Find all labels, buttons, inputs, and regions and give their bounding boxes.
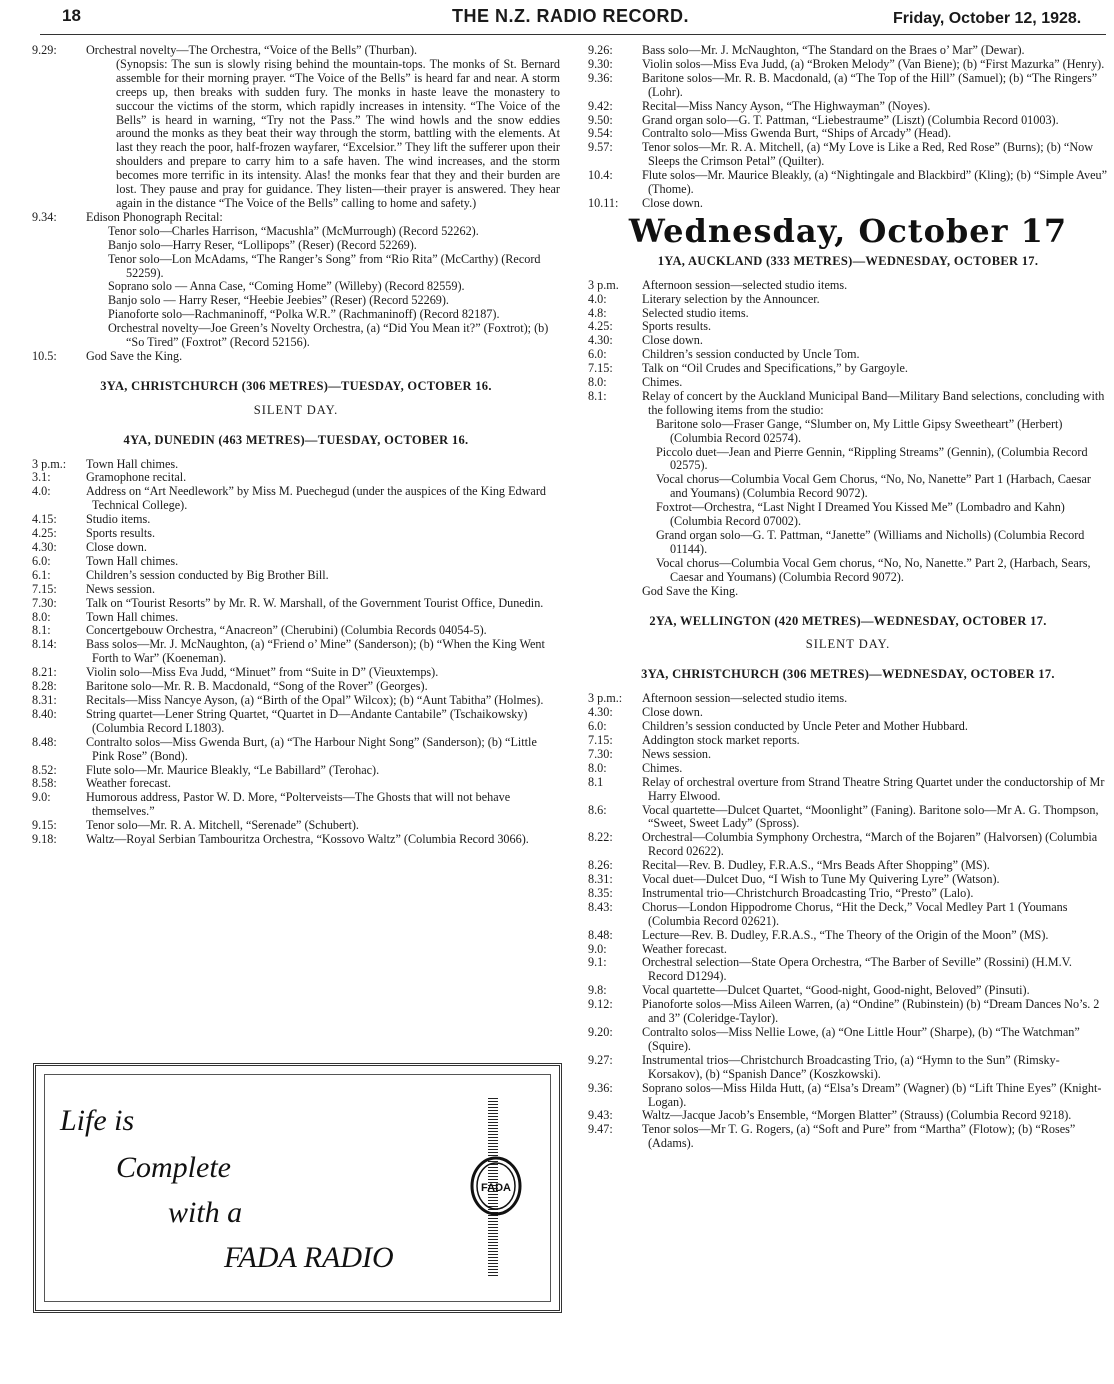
entry-text: Baritone solo—Mr. R. B. Macdonald, “Song of the Rover” (Georges). <box>86 679 428 694</box>
program-entry <box>32 611 560 625</box>
program-entry <box>588 72 1108 100</box>
entry-text: Humorous address, Pastor W. D. More, “Polterveists—The Ghosts that will not behave themselves.” <box>86 790 511 819</box>
entry-time: 8.0: <box>588 760 607 775</box>
entry-time: 8.26: <box>588 858 613 873</box>
program-entry <box>588 873 1108 887</box>
program-entry <box>32 777 560 791</box>
entry-time: 8.14: <box>32 637 57 652</box>
program-block-4ya-cont <box>588 44 1108 211</box>
entry-text: Gramophone recital. <box>86 470 187 485</box>
entry-text: Selected studio items. <box>642 305 749 320</box>
entry-text: Recitals—Miss Nancye Ayson, (a) “Birth of the Opal” Wilcox); (b) “Aunt Tabitha” (Holmes). <box>86 692 544 707</box>
entry-time: 6.0: <box>588 347 607 362</box>
entry-time: 8.22: <box>588 830 613 845</box>
program-entry <box>588 293 1108 307</box>
program-entry <box>32 569 560 583</box>
entry-text: Talk on “Tourist Resorts” by Mr. R. W. Marshall, of the Government Tourist Office, Dunedin. <box>86 595 544 610</box>
program-item: Tenor solo—Charles Harrison, “Macushla” (McMurrough) (Record 52262). <box>108 223 479 238</box>
program-entry <box>32 764 560 778</box>
entry-text: News session. <box>642 746 712 761</box>
entry-text: Waltz—Jacque Jacob’s Ensemble, “Morgen Blatter” (Strauss) (Columbia Record 9218). <box>642 1108 1072 1123</box>
entry-time: 8.28: <box>32 679 57 694</box>
entry-time: 9.42: <box>588 98 613 113</box>
entry-text: Tenor solos—Mr T. G. Rogers, (a) “Soft and Pure” from “Martha” (Flotow); (b) “Roses” (Adams). <box>642 1122 1076 1151</box>
program-entry <box>32 819 560 833</box>
entry-text: Contralto solos—Miss Gwenda Burt, (a) “The Harbour Night Song” (Sanderson); (b) “Little Pink Rose” (Bond). <box>86 734 537 763</box>
entry-text: Contralto solo—Miss Gwenda Burt, “Ships of Arcady” (Head). <box>642 126 952 141</box>
entry-text: Literary selection by the Announcer. <box>642 291 820 306</box>
program-entry <box>32 44 560 58</box>
program-entry <box>32 485 560 513</box>
entry-text: Violin solos—Miss Eva Judd, (a) “Broken Melody” (Van Biene); (b) “First Mazurka” (Henry). <box>642 56 1105 71</box>
entry-text: Tenor solo—Mr. R. A. Mitchell, “Serenade” (Schubert). <box>86 818 359 833</box>
program-item: Banjo solo—Harry Reser, “Lollipops” (Reser) (Record 52269). <box>108 237 417 252</box>
entry-time: 8.0: <box>32 609 51 624</box>
entry-text: Contralto solos—Miss Nellie Lowe, (a) “One Little Hour” (Sharpe), (b) “The Watchman” (Squire). <box>642 1025 1080 1053</box>
entry-text: Tenor solos—Mr. R. A. Mitchell, (a) “My Love is Like a Red, Red Rose” (Burns); (b) “Now Sleeps the Crimson Petal” (Quilter). <box>642 140 1094 169</box>
entry-text: Lecture—Rev. B. Dudley, F.R.A.S., “The Theory of the Origin of the Moon” (MS). <box>642 927 1049 942</box>
entry-time: 9.18: <box>32 832 57 847</box>
entry-text: Chimes. <box>642 375 683 390</box>
program-entry <box>588 169 1108 197</box>
ad-line-4: FADA RADIO <box>224 1241 394 1274</box>
header-rule <box>40 34 1106 35</box>
entry-text: Relay of orchestral overture from Strand Theatre String Quartet under the conductorship of Mr Harry Elwood. <box>642 774 1105 803</box>
entry-text: Close down. <box>642 195 703 210</box>
program-entry <box>588 44 1108 58</box>
entry-text: Recital—Rev. B. Dudley, F.R.A.S., “Mrs Beads After Shopping” (MS). <box>642 858 990 873</box>
program-entry <box>588 998 1108 1026</box>
entry-time: 8.35: <box>588 885 613 900</box>
publication-title: THE N.Z. RADIO RECORD. <box>452 6 690 26</box>
silent-day-label: SILENT DAY. <box>253 402 339 417</box>
program-entry <box>588 320 1108 334</box>
program-entry <box>588 984 1108 998</box>
entry-text: Close down. <box>642 333 703 348</box>
program-entry <box>588 706 1108 720</box>
entry-text: Flute solos—Mr. Maurice Bleakly, (a) “Nightingale and Blackbird” (Kling); (b) “Simple Aveu” (Thome). <box>642 168 1108 197</box>
program-block-2ya-tuesday-cont <box>32 44 560 58</box>
program-entry <box>588 1082 1108 1110</box>
entry-text: Children’s session conducted by Uncle Peter and Mother Hubbard. <box>642 719 968 734</box>
entry-text: Orchestral novelty—The Orchestra, “Voice of the Bells” (Thurban). <box>86 43 418 57</box>
entry-time: 4.30: <box>588 333 613 348</box>
entry-time: 9.47: <box>588 1122 613 1137</box>
entry-time: 9.54: <box>588 126 613 141</box>
entry-text: Sports results. <box>86 526 156 541</box>
entry-time: 8.6: <box>588 802 607 817</box>
entry-time: 8.58: <box>32 776 57 791</box>
entry-time: 7.30: <box>588 746 613 761</box>
program-entry <box>588 307 1108 321</box>
entry-text: News session. <box>86 581 156 596</box>
entry-text: Orchestral selection—State Opera Orchestra, “The Barber of Seville” (Rossini) (H.M.V. Record D1294). <box>642 955 1072 984</box>
program-entry <box>588 390 1108 418</box>
entry-text: Violin solo—Miss Eva Judd, “Minuet” from “Suite in D” (Vieuxtemps). <box>86 665 439 680</box>
page-number: 18 <box>62 6 81 25</box>
entry-time: 8.31: <box>32 692 57 707</box>
entry-text: Orchestral—Columbia Symphony Orchestra, “March of the Bojaren” (Halvorsen) (Columbia Record 02622). <box>642 830 1098 859</box>
program-entry <box>32 638 560 666</box>
entry-time: 9.57: <box>588 140 613 155</box>
program-entry <box>588 692 1108 706</box>
entry-text: Afternoon session—selected studio items. <box>642 277 848 292</box>
entry-time: 4.0: <box>588 291 607 306</box>
program-entry <box>588 748 1108 762</box>
program-entry <box>32 458 560 472</box>
program-entry <box>32 833 560 847</box>
program-entry <box>32 555 560 569</box>
program-entry <box>32 597 560 611</box>
entry-text: Weather forecast. <box>642 941 727 956</box>
program-item: Banjo solo — Harry Reser, “Heebie Jeebies” (Reser) (Record 52269). <box>108 293 449 308</box>
entry-time: 8.1: <box>32 623 51 638</box>
entry-text: Close down. <box>642 705 703 720</box>
entry-time: 9.12: <box>588 997 613 1012</box>
entry-text: Children’s session conducted by Big Brother Bill. <box>86 567 329 582</box>
entry-time: 9.27: <box>588 1052 613 1067</box>
entry-time: 9.26: <box>588 43 613 57</box>
program-entry <box>588 720 1108 734</box>
program-entry <box>588 376 1108 390</box>
program-entry <box>588 859 1108 873</box>
entry-text: Soprano solos—Miss Hilda Hutt, (a) “Elsa’s Dream” (Wagner) (b) “Lift Thine Eyes” (Knight-Logan). <box>642 1080 1102 1109</box>
program-entry <box>588 831 1108 859</box>
program-entry <box>588 943 1108 957</box>
entry-text: Recital—Miss Nancy Ayson, “The Highwayman” (Noyes). <box>642 98 931 113</box>
program-entry <box>588 197 1108 211</box>
program-entry <box>588 279 1108 293</box>
program-entry <box>32 471 560 485</box>
program-entry: God Save the King. <box>642 583 739 598</box>
entry-time: 6.1: <box>32 567 51 582</box>
program-item: Foxtrot—Orchestra, “Last Night I Dreamed You Kissed Me” (Lombadro and Kahn) (Columbia Record 07002). <box>656 500 1065 529</box>
program-entry <box>588 334 1108 348</box>
entry-time: 9.8: <box>588 983 607 998</box>
program-item: Piccolo duet—Jean and Pierre Gennin, “Rippling Streams” (Gennin), (Columbia Record 02575). <box>656 444 1088 473</box>
program-entry <box>588 762 1108 776</box>
station-heading-4ya-tuesday: 4YA, DUNEDIN (463 METRES)—TUESDAY, OCTOBER 16. <box>123 432 469 447</box>
entry-time: 9.29: <box>32 43 57 57</box>
entry-time: 10.4: <box>588 168 613 183</box>
entry-text: Town Hall chimes. <box>86 456 179 471</box>
entry-time: 8.48: <box>32 734 57 749</box>
program-entry <box>588 1123 1108 1151</box>
svg-text:FADA: FADA <box>481 1182 511 1194</box>
program-entry <box>32 791 560 819</box>
entry-time: 6.0: <box>588 719 607 734</box>
entry-text: Town Hall chimes. <box>86 609 179 624</box>
synopsis: (Synopsis: The sun is slowly rising behind the mountain-tops. The monks of St. Bernard assemble for their morning prayer. “The Voice of the Bells” is heard far and near. A storm creeps up, then breaks with sudden fury. The monks in haste leave the monastery to succour the victims of the storm, which rapidly increases in intensity. “The Voice of the Bells” is heard in warning, “Try not the Pass.” The wind howls and the snow eddies around the monks as they beat their way through the storm, battling with the elements. At last they reach the poor, half-frozen wayfarer, “Excelsior.” They lift the sufferer upon their shoulders and prepare to carry him to a safe haven. The wind increases, and the storm becomes more terrific in its intensity. Alas! the monks fear that they and their burden are lost. They pause and pray for guidance. They listen—their prayer is answered. They hear again in the distance “The Voice of the Bells” calling to home and safety.) <box>116 56 560 210</box>
day-heading: Wednesday, October 17 <box>628 211 1068 250</box>
entry-text: Weather forecast. <box>86 776 171 791</box>
entry-time: 9.1: <box>588 955 607 970</box>
entry-text: Addington stock market reports. <box>642 732 800 747</box>
program-entry <box>32 666 560 680</box>
program-entry <box>588 887 1108 901</box>
entry-time: 7.15: <box>588 361 613 376</box>
program-entry <box>32 708 560 736</box>
entry-text: Instrumental trio—Christchurch Broadcasting Trio, “Presto” (Lalo). <box>642 885 974 900</box>
entry-text: String quartet—Lener String Quartet, “Quartet in D—Andante Cantabile” (Tschaikowsky) (Columbia Record L1803). <box>86 706 528 735</box>
program-entry <box>588 58 1108 72</box>
program-item: Vocal chorus—Columbia Vocal Gem Chorus, “No, No, Nanette” Part 1 (Harbach, Caesar and Youmans) (Columbia Record 9072). <box>656 472 1091 501</box>
entry-text: Chorus—London Hippodrome Chorus, “Hit the Deck,” Vocal Medley Part 1 (Youmans (Columbia Record 02621). <box>642 899 1068 928</box>
entry-time: 9.20: <box>588 1025 613 1039</box>
right-column <box>588 44 1108 1151</box>
station-heading-1ya: 1YA, AUCKLAND (333 METRES)—WEDNESDAY, OCTOBER 17. <box>657 253 1039 268</box>
entry-time: 8.52: <box>32 762 57 777</box>
entry-time: 4.30: <box>588 705 613 720</box>
entry-time: 6.0: <box>32 553 51 568</box>
entry-text: Vocal duet—Dulcet Duo, “I Wish to Tune My Quivering Lyre” (Watson). <box>642 872 1000 887</box>
entry-time: 9.0: <box>588 941 607 956</box>
entry-text: Children’s session conducted by Uncle Tom. <box>642 347 860 362</box>
program-entry <box>588 1109 1108 1123</box>
program-entry <box>588 1026 1108 1054</box>
entry-time: 8.43: <box>588 899 613 914</box>
entry-time: 8.1: <box>588 388 607 403</box>
station-heading-2ya: 2YA, WELLINGTON (420 METRES)—WEDNESDAY, OCTOBER 17. <box>649 613 1047 628</box>
program-entry <box>32 583 560 597</box>
program-item: Orchestral novelty—Joe Green’s Novelty Orchestra, (a) “Did You Mean it?” (Foxtrot); (b) “So Tired” (Foxtrot” (Record 52156). <box>108 321 549 350</box>
program-entry <box>32 513 560 527</box>
studio-items <box>588 418 1108 585</box>
ad-line-1: Life is <box>60 1104 135 1137</box>
program-entry <box>588 100 1108 114</box>
program-entry: 10.5: God Save the King. <box>32 348 183 363</box>
entry-text: Relay of concert by the Auckland Municipal Band—Military Band selections, concluding with the following items from the studio: <box>642 388 1105 417</box>
program-entry <box>588 734 1108 748</box>
entry-time: 9.36: <box>588 1080 613 1095</box>
entry-time: 9.0: <box>32 790 51 805</box>
recital-items <box>32 225 560 350</box>
program-block-4ya <box>32 458 560 847</box>
program-entry <box>588 141 1108 169</box>
entry-time: 4.0: <box>32 484 51 499</box>
entry-time: 9.15: <box>32 818 57 833</box>
entry-time: 4.30: <box>32 540 57 554</box>
program-entry <box>588 776 1108 804</box>
entry-time: 8.0: <box>588 375 607 390</box>
entry-text: Waltz—Royal Serbian Tambouritza Orchestra, “Kossovo Waltz” (Columbia Record 3066). <box>86 832 529 847</box>
program-entry <box>588 127 1108 141</box>
entry-text: Talk on “Oil Crudes and Specifications,” by Gargoyle. <box>642 361 908 376</box>
fada-logo-icon <box>470 1156 522 1216</box>
entry-time: 8.1 <box>588 774 604 789</box>
entry-time: 8.48: <box>588 927 613 942</box>
entry-text: Town Hall chimes. <box>86 553 179 568</box>
program-entry: 9.34: Edison Phonograph Recital: <box>32 209 223 224</box>
entry-time: 10.11: <box>588 195 619 210</box>
ad-line-3: with a <box>168 1196 243 1229</box>
entry-text: Pianoforte solos—Miss Aileen Warren, (a) “Ondine” (Rubinstein) (b) “Dream Dances No’s. 2 and 3” (Coleridge-Taylor). <box>642 997 1100 1026</box>
entry-text: Chimes. <box>642 760 683 775</box>
entry-time: 3 p.m. <box>588 277 619 292</box>
program-item: Baritone solo—Fraser Gange, “Slumber on, My Little Gipsy Sweetheart” (Herbert) (Columbia Record 02574). <box>656 416 1063 445</box>
entry-time: 7.15: <box>588 732 613 747</box>
entry-time: 9.43: <box>588 1108 613 1123</box>
entry-text: Vocal quartette—Dulcet Quartet, “Good-night, Good-night, Beloved” (Pinsuti). <box>642 983 1030 998</box>
program-block-3ya <box>588 692 1108 1151</box>
entry-time: 8.40: <box>32 706 57 721</box>
entry-time: 9.50: <box>588 112 613 127</box>
program-item: Tenor solo—Lon McAdams, “The Ranger’s Song” from “Rio Rita” (McCarthy) (Record 52259). <box>108 251 541 280</box>
program-entry <box>588 956 1108 984</box>
entry-time: 4.25: <box>588 319 613 334</box>
entry-text: Baritone solos—Mr. R. B. Macdonald, (a) “The Top of the Hill” (Samuel); (b) “The Ringers” (Lohr). <box>642 70 1098 99</box>
program-item: Grand organ solo—G. T. Pattman, “Janette” (Williams and Nicholls) (Columbia Record 01144). <box>656 528 1085 556</box>
program-entry <box>32 694 560 708</box>
entry-time: 8.21: <box>32 665 57 680</box>
entry-time: 7.30: <box>32 595 57 610</box>
ad-line-2: Complete <box>116 1151 231 1184</box>
program-item: Vocal chorus—Columbia Vocal Gem chorus, “No, No, Nanette.” Part 2, (Harbach, Sears, Caesar and Youmans) (Columbia Record 9072). <box>656 555 1091 584</box>
program-entry <box>588 1054 1108 1082</box>
program-entry <box>588 804 1108 832</box>
entry-text: Studio items. <box>86 512 151 527</box>
program-item: Pianoforte solo—Rachmaninoff, “Polka W.R.” (Rachmaninoff) (Record 82187). <box>108 307 500 322</box>
entry-text: Vocal quartette—Dulcet Quartet, “Moonlight” (Faning). Baritone solo—Mr A. G. Thompson, “Sweet, Sweet Lady” (Spross). <box>642 802 1099 831</box>
program-entry <box>32 736 560 764</box>
entry-text: Address on “Art Needlework” by Miss M. Puechegud (under the auspices of the King Edward Technical College). <box>86 484 546 513</box>
program-entry <box>32 527 560 541</box>
station-heading-3ya-wednesday: 3YA, CHRISTCHURCH (306 METRES)—WEDNESDAY, OCTOBER 17. <box>641 667 1055 682</box>
program-entry <box>588 114 1108 128</box>
program-block-1ya <box>588 279 1108 418</box>
program-entry <box>588 929 1108 943</box>
entry-time: 9.30: <box>588 56 613 71</box>
entry-text: Bass solos—Mr. J. McNaughton, (a) “Friend o’ Mine” (Sanderson); (b) “When the King Went Forth to War” (Koeneman). <box>86 637 545 666</box>
entry-text: Instrumental trios—Christchurch Broadcasting Trio, (a) “Hymn to the Sun” (Rimsky-Korsakov), (b) “Spanish Dance” (Koszkowski). <box>642 1052 1060 1081</box>
program-entry <box>588 362 1108 376</box>
entry-time: 4.15: <box>32 512 57 527</box>
entry-text: Grand organ solo—G. T. Pattman, “Liebestraume” (Liszt) (Columbia Record 01003). <box>642 112 1059 127</box>
entry-time: 7.15: <box>32 581 57 596</box>
entry-time: 4.25: <box>32 526 57 541</box>
issue-date: Friday, October 12, 1928. <box>893 10 1082 27</box>
program-entry <box>32 541 560 555</box>
entry-time: 8.31: <box>588 872 613 887</box>
entry-time: 3 p.m.: <box>588 691 623 706</box>
program-entry <box>32 624 560 638</box>
entry-time: 3 p.m.: <box>32 456 67 471</box>
entry-text: Afternoon session—selected studio items. <box>642 691 848 706</box>
entry-time: 9.36: <box>588 70 613 85</box>
left-column <box>32 44 560 847</box>
ad-spacer <box>54 1096 58 1276</box>
page-header <box>0 0 1114 34</box>
program-entry <box>588 901 1108 929</box>
entry-text: Concertgebouw Orchestra, “Anacreon” (Cherubini) (Columbia Records 04054-5). <box>86 623 487 638</box>
entry-text: Bass solo—Mr. J. McNaughton, “The Standard on the Braes o’ Mar” (Dewar). <box>642 43 1025 57</box>
entry-text: Close down. <box>86 540 147 554</box>
entry-text: Sports results. <box>642 319 712 334</box>
program-item: Soprano solo — Anna Case, “Coming Home” (Willeby) (Record 82559). <box>108 279 465 294</box>
entry-text: Flute solo—Mr. Maurice Bleakly, “Le Babillard” (Terohac). <box>86 762 380 777</box>
station-heading-3ya-tuesday: 3YA, CHRISTCHURCH (306 METRES)—TUESDAY, OCTOBER 16. <box>100 378 492 393</box>
entry-time: 4.8: <box>588 305 607 320</box>
entry-time: 3.1: <box>32 470 51 485</box>
silent-day-label: SILENT DAY. <box>805 637 891 652</box>
fada-radio-advertisement <box>33 1063 562 1313</box>
program-entry <box>32 680 560 694</box>
program-entry <box>588 348 1108 362</box>
